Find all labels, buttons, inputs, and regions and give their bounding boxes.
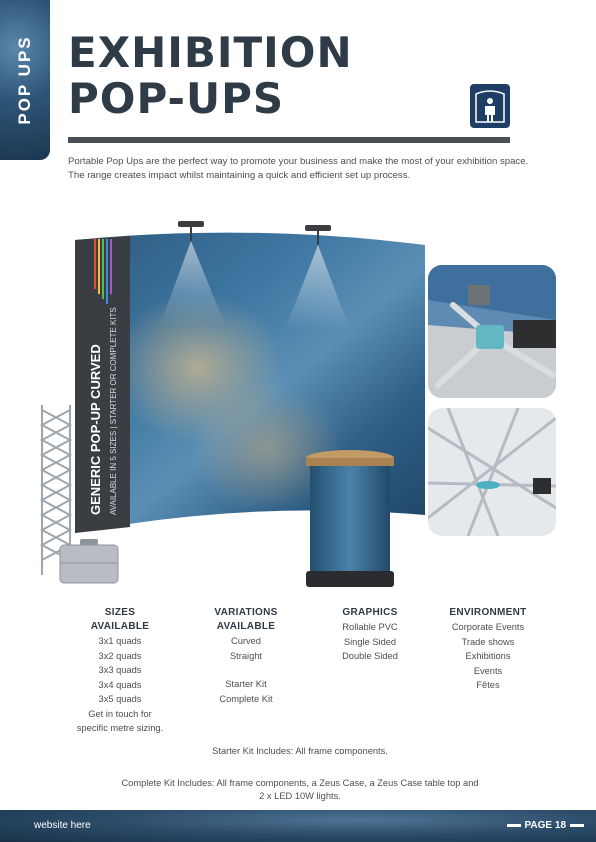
spec-item: Starter Kit	[225, 679, 267, 689]
person-icon	[470, 84, 510, 128]
spec-heading: AVAILABLE	[216, 621, 276, 632]
intro-paragraph: Portable Pop Ups are the perfect way to promote your business and make the most of your exhibition space. The range creates impact whilst maintaining a quick and efficient set up process.	[68, 156, 529, 181]
spec-heading: SIZES	[104, 607, 136, 618]
page-title	[68, 30, 353, 122]
complete-kit-note: Complete Kit Includes: All frame components, a Zeus Case, a Zeus Case table top and 2 x LED 10W lights.	[121, 778, 479, 801]
frame-detail-image	[428, 408, 556, 536]
spec-heading: GRAPHICS	[342, 607, 398, 618]
starter-kit-note: Starter Kit Includes: All frame components.	[212, 746, 388, 756]
spec-item: Get in touch for	[88, 708, 152, 719]
page-number	[507, 820, 585, 831]
page-number-label: PAGE 18	[524, 820, 566, 831]
spec-item: Rollable PVC	[342, 622, 398, 632]
page-footer	[0, 810, 596, 842]
spec-item: Fêtes	[476, 680, 500, 690]
spec-graphics	[320, 606, 420, 664]
spec-item: Curved	[231, 636, 261, 646]
spec-environment	[432, 606, 544, 693]
title-divider	[68, 137, 510, 143]
spec-item: Single Sided	[343, 636, 397, 647]
spec-item: Corporate Events	[451, 622, 525, 632]
spec-sizes	[70, 606, 170, 736]
spec-item: 3x1 quads	[98, 636, 142, 646]
spec-item: Complete Kit	[219, 693, 273, 704]
spec-heading: VARIATIONS	[214, 607, 278, 618]
spec-heading: ENVIRONMENT	[449, 607, 527, 618]
spec-item: 3x2 quads	[98, 650, 142, 661]
spec-item: 3x5 quads	[98, 694, 142, 704]
section-tab-label: POP UPS	[15, 35, 34, 125]
spec-item: 3x3 quads	[98, 665, 142, 675]
spec-item: 3x4 quads	[98, 679, 142, 690]
spec-item: Double Sided	[342, 651, 398, 661]
connector-detail-image	[428, 265, 556, 398]
title-line-1: EXHIBITION	[68, 28, 353, 77]
spec-item: Trade shows	[461, 636, 515, 647]
title-line-2: POP-UPS	[68, 74, 285, 123]
banner-title: GENERIC POP-UP CURVED	[88, 344, 103, 515]
spec-item: specific metre sizing.	[76, 723, 164, 733]
spec-item: Exhibitions	[465, 651, 511, 661]
spec-item: Straight	[229, 650, 263, 661]
website-link[interactable]: website here	[34, 820, 91, 831]
banner-subtitle: AVAILABLE IN 5 SIZES | STARTER OR COMPLETE KITS	[109, 307, 118, 515]
spec-item: Events	[473, 665, 503, 676]
product-image	[30, 215, 430, 605]
spec-variations	[196, 606, 296, 706]
section-tab	[0, 0, 50, 160]
spec-heading: AVAILABLE	[90, 621, 150, 632]
